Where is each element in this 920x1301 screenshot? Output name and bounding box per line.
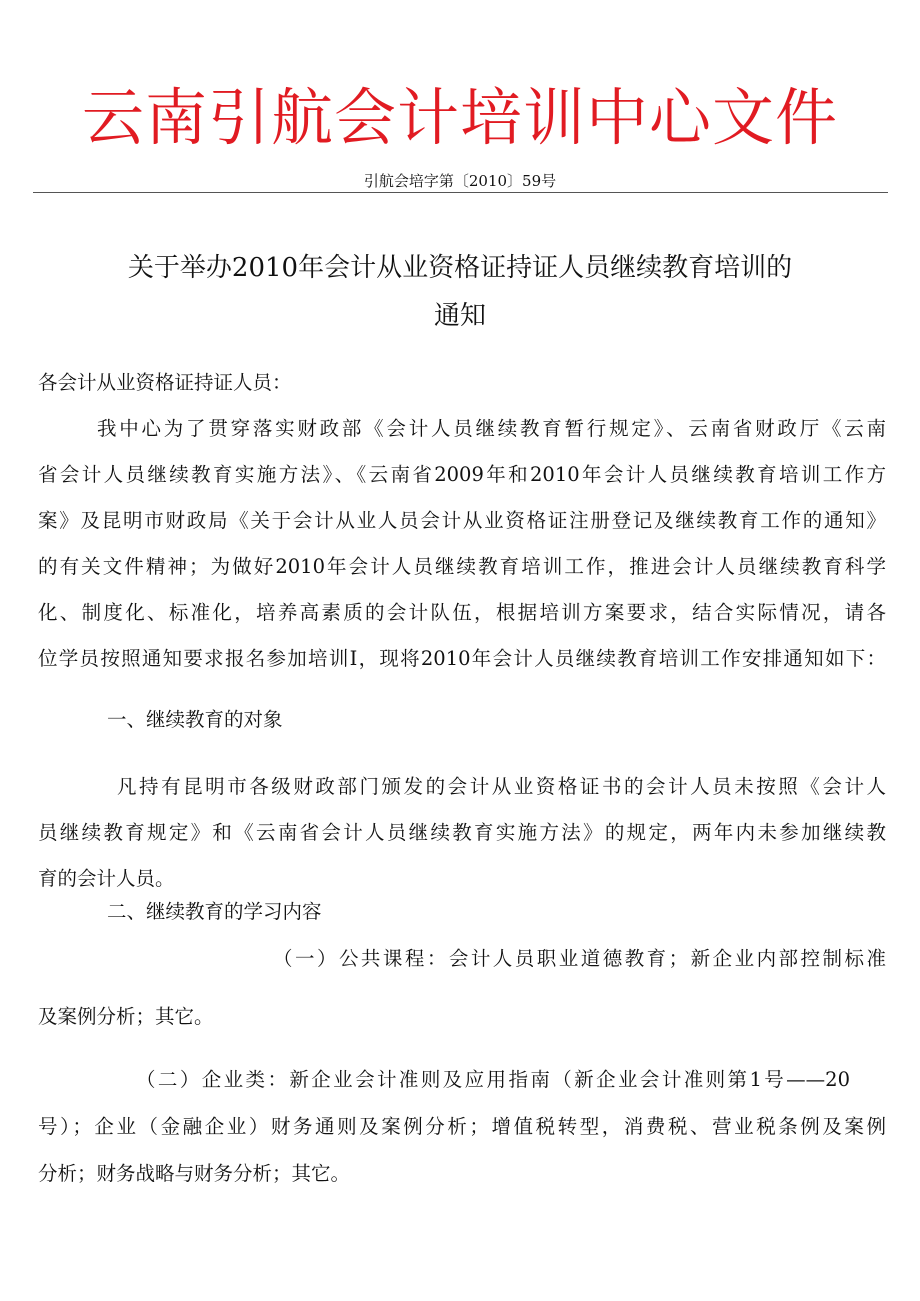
section-2-heading: 二、继续教育的学习内容 [107, 900, 322, 923]
intro-line-2: 省会计人员继续教育实施方法》、《云南省2009年和2010年会计人员继续教育培训工作方 [38, 463, 886, 486]
item-2-line-2: 号）；企业（金融企业）财务通则及案例分析；增值税转型，消费税、营业税条例及案例 [38, 1115, 886, 1138]
item-1-line-1: （一）公共课程：会计人员职业道德教育；新企业内部控制标准 [273, 947, 886, 970]
item-2-line-1: （二）企业类：新企业会计准则及应用指南（新企业会计准则第1号——20 [136, 1068, 850, 1091]
notice-title-line-1: 关于举办2010年会计从业资格证持证人员继续教育培训的 [127, 253, 793, 283]
notice-title-line-2: 通知 [433, 301, 486, 331]
intro-line-3: 案》及昆明市财政局《关于会计从业人员会计从业资格证注册登记及继续教育工作的通知》 [38, 509, 886, 532]
intro-line-5: 化、制度化、标准化，培养高素质的会计队伍，根据培训方案要求，结合实际情况，请各 [38, 601, 886, 624]
document-number: 引航会培字第〔2010〕59号 [363, 172, 557, 190]
section-1-heading: 一、继续教育的对象 [107, 708, 283, 731]
salutation: 各会计从业资格证持证人员： [38, 371, 292, 394]
item-1-line-2: 及案例分析；其它。 [38, 1005, 214, 1028]
section-1-line-2: 员继续教育规定》和《云南省会计人员继续教育实施方法》的规定，两年内未参加继续教 [38, 821, 886, 844]
intro-line-4: 的有关文件精神；为做好2010年会计人员继续教育培训工作，推进会计人员继续教育科学 [38, 555, 886, 578]
item-2-line-3: 分析；财务战略与财务分析；其它。 [38, 1162, 351, 1185]
intro-line-6: 位学员按照通知要求报名参加培训I，现将2010年会计人员继续教育培训工作安排通知如下： [38, 647, 886, 670]
intro-line-1: 我中心为了贯穿落实财政部《会计人员继续教育暂行规定》、云南省财政厅《云南 [97, 417, 886, 440]
letterhead-title: 云南引航会计培训中心文件 [81, 81, 838, 154]
header-divider [33, 192, 888, 193]
section-1-line-3: 育的会计人员。 [38, 867, 175, 890]
section-1-line-1: 凡持有昆明市各级财政部门颁发的会计从业资格证书的会计人员未按照《会计人 [117, 775, 886, 798]
